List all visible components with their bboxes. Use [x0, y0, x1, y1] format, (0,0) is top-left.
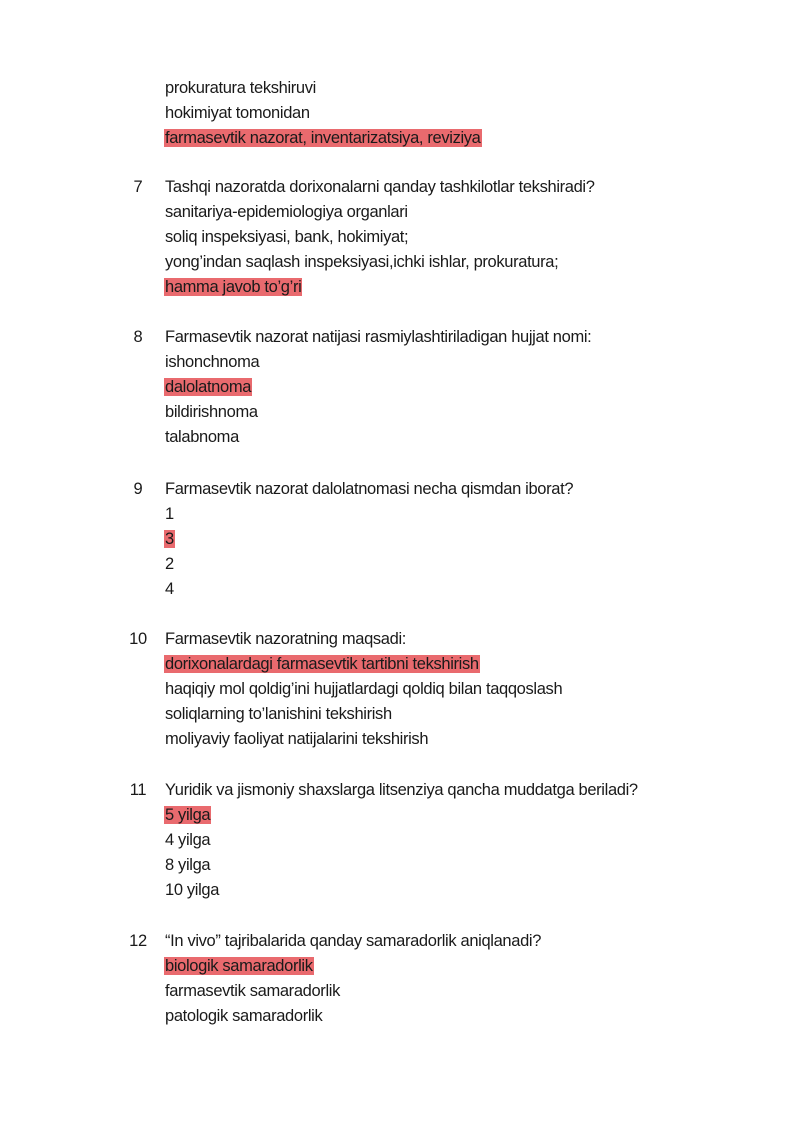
question-text: Farmasevtik nazoratning maqsadi: [165, 630, 406, 648]
answer-option [165, 400, 591, 425]
answer-option [165, 250, 595, 275]
answer-option [165, 727, 562, 752]
question-text: Tashqi nazoratda dorixonalarni qanday tashkilotlar tekshiradi? [165, 178, 595, 196]
answer-option-correct [165, 375, 591, 400]
answer-option-text: 2 [165, 555, 174, 573]
answer-option [165, 878, 638, 903]
answer-option [165, 502, 573, 527]
answer-option-text: talabnoma [165, 428, 239, 446]
answer-option-correct [165, 527, 573, 552]
correct-answer-highlight: farmasevtik nazorat, inventarizatsiya, reviziya [165, 129, 481, 147]
answer-option [165, 200, 595, 225]
question-body [165, 477, 573, 602]
previous-question-options [165, 76, 482, 151]
answer-option-text: yong’indan saqlash inspeksiyasi,ichki ishlar, prokuratura; [165, 253, 559, 271]
question-text: Yuridik va jismoniy shaxslarga litsenziya qancha muddatga beriladi? [165, 781, 638, 799]
answer-option-text: bildirishnoma [165, 403, 258, 421]
question-number: 10 [129, 630, 147, 648]
answer-option-correct [165, 954, 541, 979]
answer-option-text: patologik samaradorlik [165, 1007, 323, 1025]
answer-option [165, 1004, 541, 1029]
question-number: 7 [133, 178, 143, 196]
answer-option-text: haqiqiy mol qoldig’ini hujjatlardagi qoldiq bilan taqqoslash [165, 680, 563, 698]
answer-option-text: moliyaviy faoliyat natijalarini tekshirish [165, 730, 429, 748]
question-number: 11 [129, 781, 147, 799]
question-number: 9 [133, 480, 143, 498]
answer-option-text: 4 yilga [165, 831, 211, 849]
correct-answer-highlight: biologik samaradorlik [165, 957, 313, 975]
answer-option-correct [165, 803, 638, 828]
question-text: Farmasevtik nazorat dalolatnomasi necha qismdan iborat? [165, 480, 574, 498]
correct-answer-highlight: 5 yilga [165, 806, 211, 824]
question-body [165, 325, 591, 450]
answer-option [165, 225, 595, 250]
answer-option-text: 8 yilga [165, 856, 211, 874]
answer-option-text: soliq inspeksiyasi, bank, hokimiyat; [165, 228, 409, 246]
correct-answer-highlight: hamma javob to’g’ri [165, 278, 302, 296]
answer-option-correct [165, 126, 482, 151]
answer-option-text: farmasevtik samaradorlik [165, 982, 340, 1000]
correct-answer-highlight: 3 [165, 530, 174, 548]
answer-option [165, 577, 573, 602]
answer-option-text: ishonchnoma [165, 353, 260, 371]
answer-option [165, 853, 638, 878]
answer-option-text: sanitariya-epidemiologiya organlari [165, 203, 408, 221]
correct-answer-highlight: dorixonalardagi farmasevtik tartibni tekshirish [165, 655, 479, 673]
answer-option-text: 10 yilga [165, 881, 220, 899]
question-body [165, 778, 638, 903]
answer-option [165, 677, 562, 702]
answer-option-text: hokimiyat tomonidan [165, 104, 310, 122]
answer-option-text: 4 [165, 580, 174, 598]
question-text: Farmasevtik nazorat natijasi rasmiylashtiriladigan hujjat nomi: [165, 328, 592, 346]
answer-option [165, 101, 482, 126]
answer-option-text: 1 [165, 505, 174, 523]
answer-option [165, 979, 541, 1004]
answer-option-correct [165, 275, 595, 300]
answer-option [165, 425, 591, 450]
answer-option [165, 828, 638, 853]
answer-option [165, 350, 591, 375]
question-body [165, 929, 541, 1029]
correct-answer-highlight: dalolatnoma [165, 378, 252, 396]
answer-option [165, 76, 482, 101]
answer-option-text: soliqlarning to’lanishini tekshirish [165, 705, 392, 723]
answer-option-correct [165, 652, 562, 677]
question-number: 8 [133, 328, 143, 346]
question-body [165, 627, 562, 752]
answer-option [165, 552, 573, 577]
question-body [165, 175, 595, 300]
answer-option [165, 702, 562, 727]
answer-option-text: prokuratura tekshiruvi [165, 79, 316, 97]
question-text: “In vivo” tajribalarida qanday samaradorlik aniqlanadi? [165, 932, 542, 950]
question-number: 12 [129, 932, 147, 950]
